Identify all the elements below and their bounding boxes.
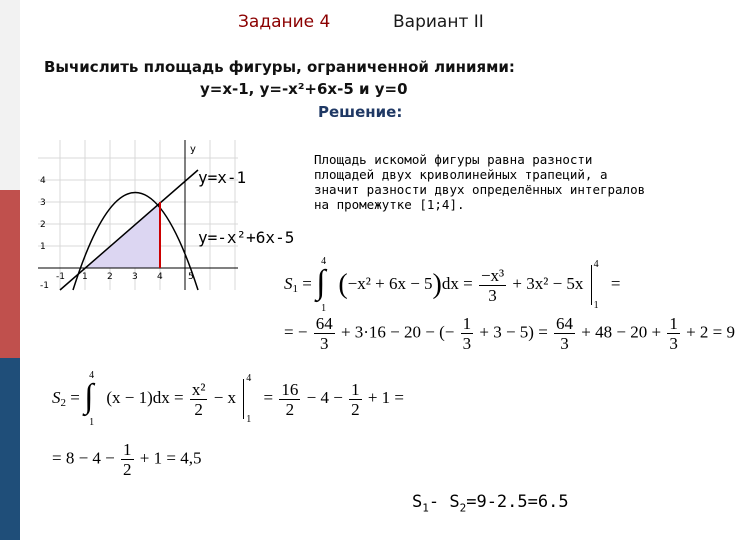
x-tick-1: 1 (82, 272, 88, 282)
s2-integrand: (x − 1)dx = (106, 387, 184, 407)
s1-anti-rest: + 3x² − 5x (512, 273, 584, 293)
l2-f64b-num: 64 (556, 314, 574, 333)
x-tick-2: 2 (107, 272, 113, 282)
graph-label-line: y=x-1 (198, 168, 247, 187)
graph-label-parabola: y=-x²+6x-5 (198, 228, 295, 247)
s2-sub: 2 (60, 396, 66, 409)
s2-name: S (52, 387, 61, 407)
result-s1: S (412, 492, 423, 512)
description-text: Площадь искомой фигуры равна разности площадей двух криволинейных трапеций, а значит разности двух определённых интегралов на промежутке [1;4]. (314, 152, 646, 212)
axis-y-label: y (190, 144, 196, 155)
s2-mid: − 4 − (306, 387, 343, 407)
formula-s1: $S_1$ = 4 ∫ 1 (−x² + 6x − 5)dx = $\frac{\text{−x³}}{3}$ + 3x² − 5x 4 1 = (284, 256, 621, 314)
s1-integrand: −x² + 6x − 5 (347, 273, 433, 293)
x-tick-neg1: -1 (56, 272, 65, 282)
final-result (412, 492, 569, 514)
stripe-blue (0, 358, 20, 540)
s1-sub: 1 (292, 282, 298, 295)
eval2-upper: 4 (246, 373, 252, 384)
l4-lead: = 8 − 4 − (52, 448, 115, 468)
s2-f16-num: 16 (281, 379, 299, 399)
problem-lines: y=x-1, y=-x²+6x-5 и y=0 (200, 80, 408, 98)
eval-upper: 4 (593, 259, 599, 270)
x-tick-5: 5 (188, 272, 194, 282)
result-s2: - S (428, 492, 460, 512)
eval-bar (591, 259, 604, 311)
result-sub1: 1 (422, 501, 429, 515)
function-graph (38, 140, 238, 290)
l2-f1b-num: 1 (669, 314, 678, 333)
s1-eq: = (610, 273, 621, 293)
integral-sign-2: 4 ∫ 1 (84, 370, 95, 428)
y-tick-3: 3 (40, 198, 46, 208)
formula-line2 (284, 314, 735, 353)
s2-anti-num: x² (191, 379, 206, 399)
integral-sign: 4 ∫ 1 (316, 256, 327, 314)
s2-f16-den: 2 (285, 399, 295, 419)
solution-label: Решение: (318, 103, 403, 121)
int2-upper: 4 (89, 370, 95, 381)
y-tick-2: 2 (40, 220, 46, 230)
l2-lead: = − (284, 322, 308, 342)
variant-title: Вариант II (393, 12, 484, 32)
s1-dx: dx = (441, 273, 473, 293)
int2-lower: 1 (89, 417, 95, 428)
line-y-x-1 (60, 170, 198, 290)
eval-lower: 1 (593, 300, 599, 311)
l2-f1-num: 1 (462, 314, 472, 333)
formula-line4 (52, 440, 201, 479)
result-value: =9-2.5=6.5 (466, 492, 569, 512)
stripe-red (0, 190, 20, 358)
y-tick-1: 1 (40, 242, 46, 252)
l2-f64-den: 3 (319, 334, 329, 353)
s2-anti-den: 2 (194, 399, 203, 419)
task-title: Задание 4 (238, 12, 331, 32)
result-sub2: 2 (459, 501, 467, 515)
l2-d: + 2 = 9 (686, 322, 735, 342)
problem-statement: Вычислить площадь фигуры, ограниченной линиями: (44, 58, 515, 76)
s2-f1-num: 1 (351, 379, 360, 399)
s1-name: S (284, 273, 293, 293)
s2-f1-den: 2 (351, 399, 360, 419)
s1-anti-num: −x³ (480, 265, 505, 285)
l2-f64b-den: 3 (560, 334, 569, 353)
int-upper: 4 (321, 256, 327, 267)
x-tick-4: 4 (157, 272, 163, 282)
y-tick-neg1: -1 (40, 281, 49, 291)
s2-end: + 1 = (367, 387, 405, 407)
l4-end: + 1 = 4,5 (139, 448, 202, 468)
l2-c: + 48 − 20 + (581, 322, 662, 342)
eval2-lower: 1 (246, 414, 252, 425)
y-tick-4: 4 (40, 176, 46, 186)
int-lower: 1 (321, 303, 327, 314)
eval-bar-2 (243, 373, 256, 425)
l2-f64-num: 64 (315, 314, 333, 333)
l2-b: + 3 − 5) = (479, 322, 548, 342)
l2-f1-den: 3 (462, 334, 472, 353)
l4-f1-den: 2 (123, 460, 132, 479)
x-tick-3: 3 (132, 272, 138, 282)
s1-anti-den: 3 (488, 285, 497, 305)
stripe-light (0, 0, 20, 190)
l2-a: + 3·16 − 20 − (− (340, 322, 455, 342)
l4-f1-num: 1 (123, 440, 132, 459)
formula-s2: $S_2$ = 4 ∫ 1 (x − 1)dx = $\frac{\text{x²}}{2}$ − x 4 1 = $\frac{16}{2}$ − 4 − $\frac{1}{2}$ + 1 = (52, 370, 405, 428)
s2-anti-rest: − x (213, 387, 237, 407)
l2-f1b-den: 3 (669, 334, 678, 353)
